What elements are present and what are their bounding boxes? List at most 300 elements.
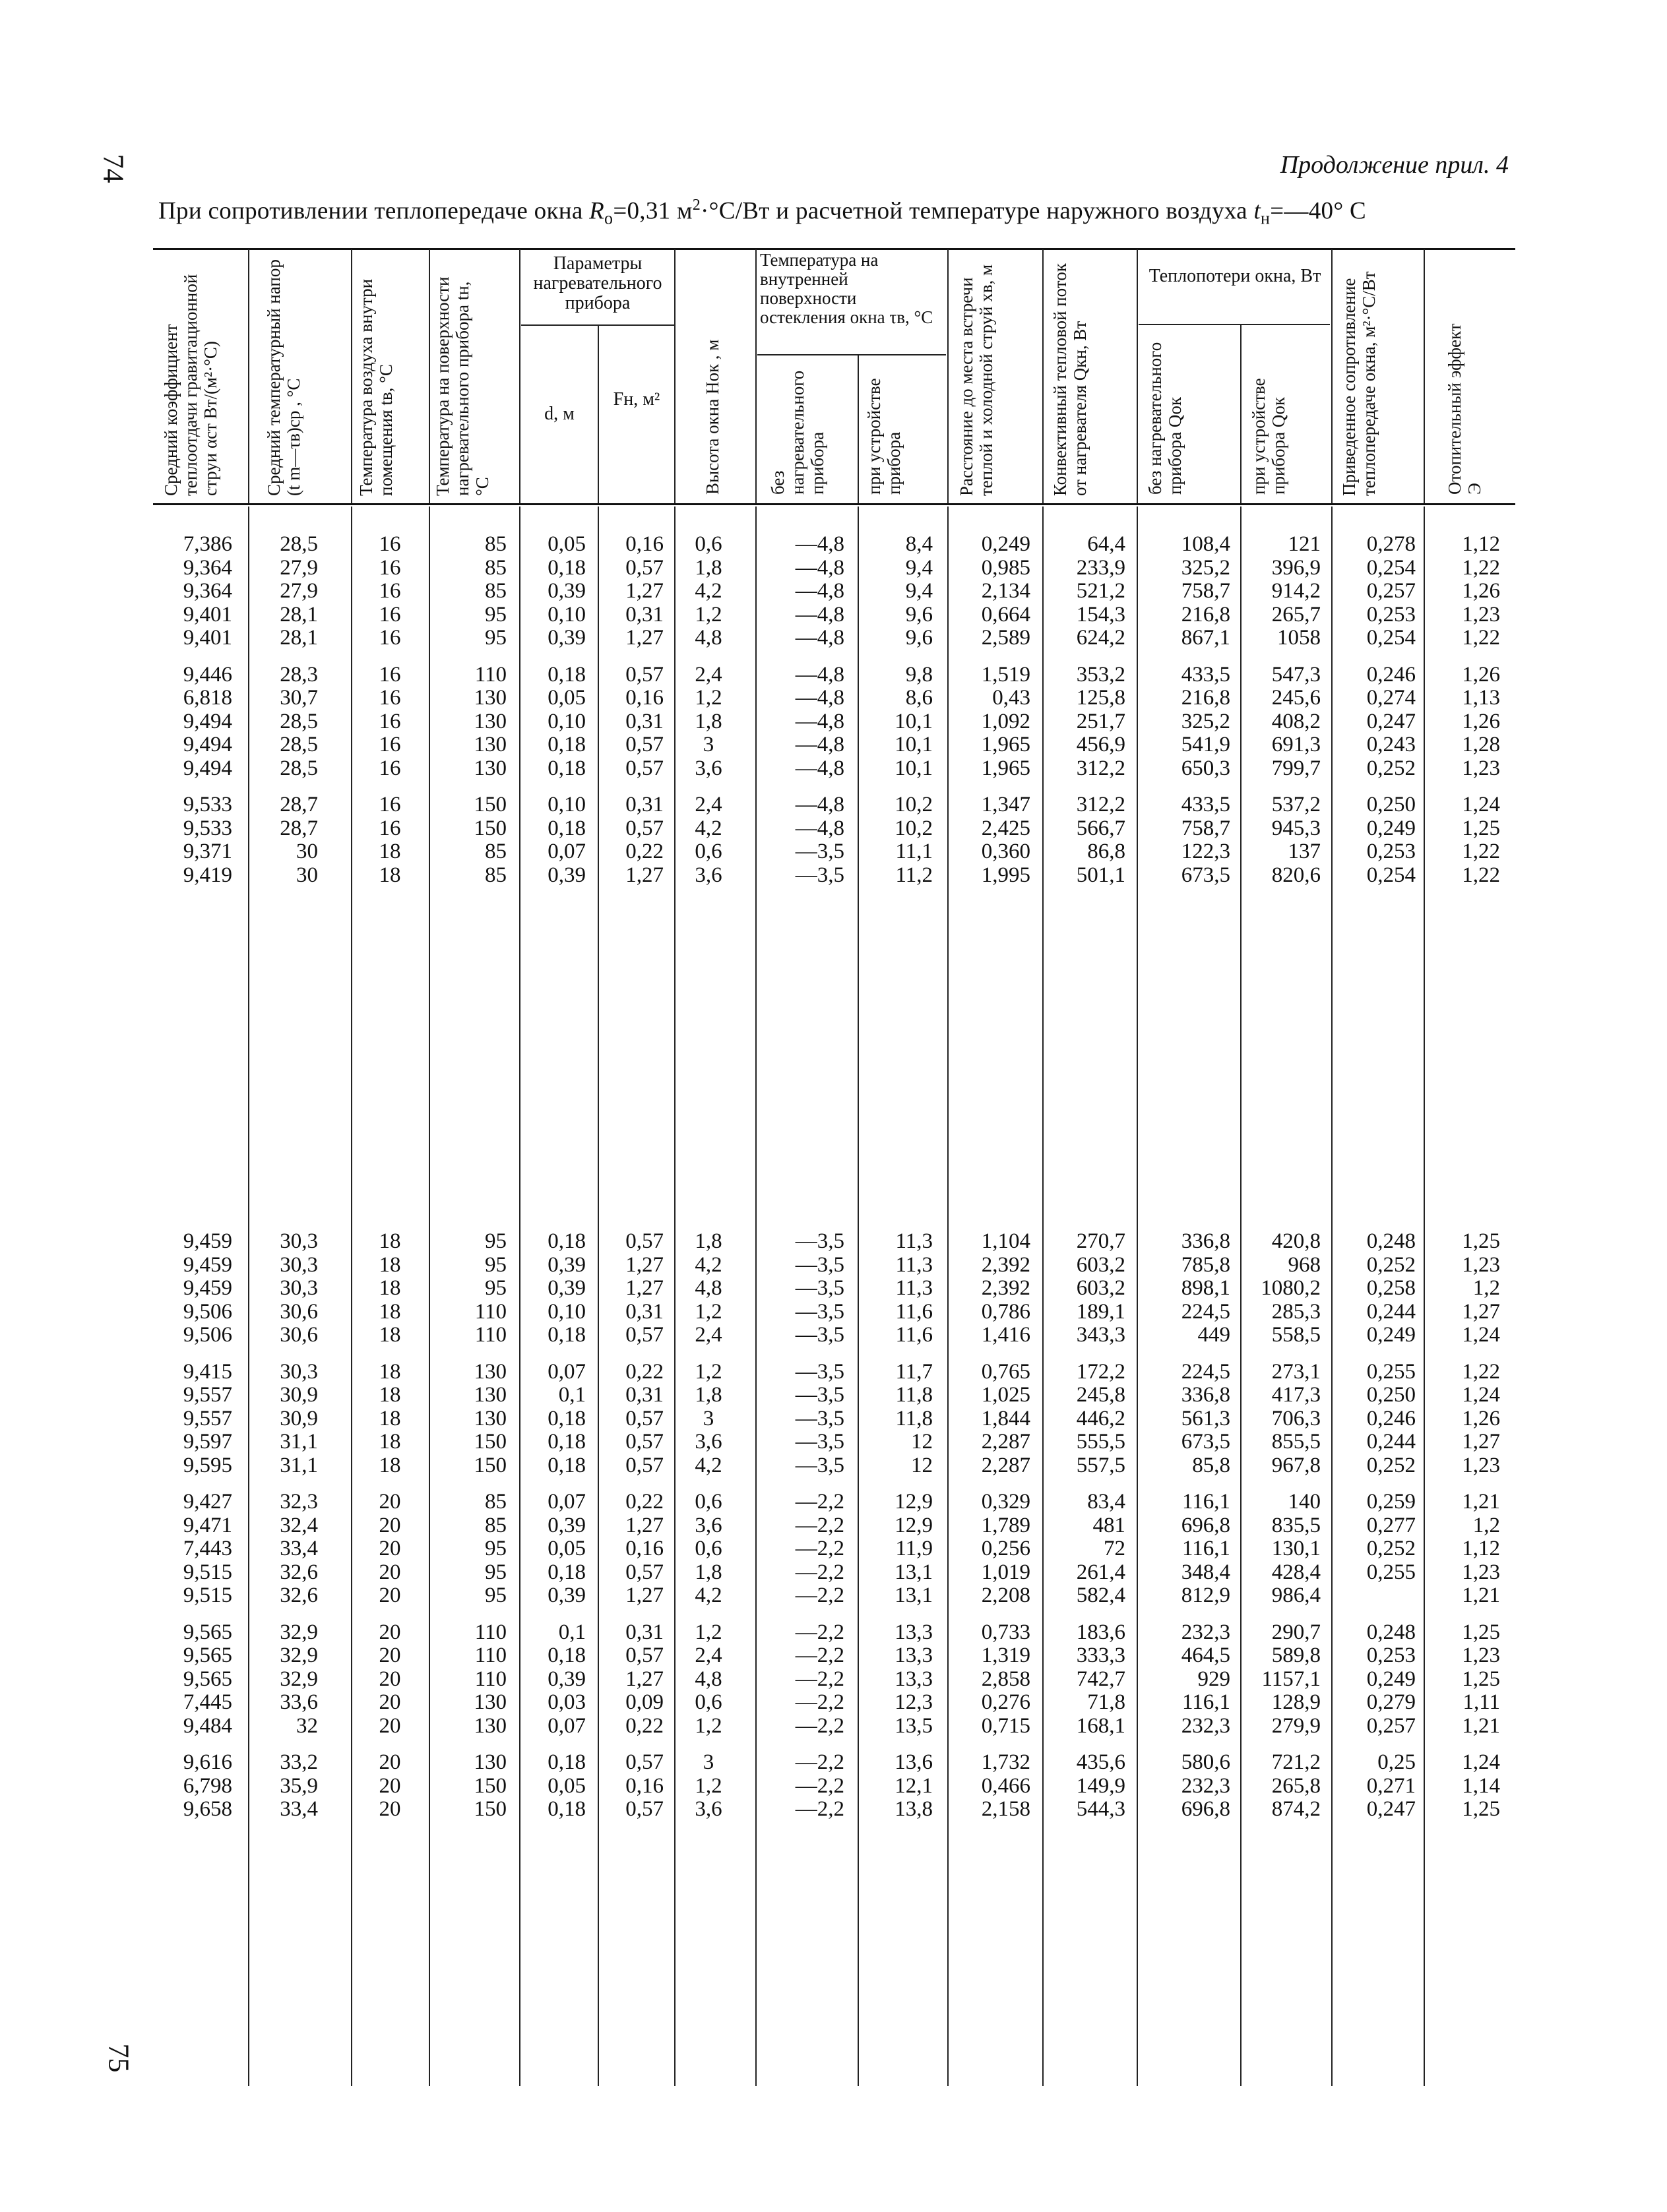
table-cell: 0,277 — [1366, 1513, 1416, 1537]
table-cell: 130 — [474, 1750, 507, 1774]
table-cell: 273,1 — [1271, 1359, 1321, 1384]
table-cell: 396,9 — [1271, 555, 1321, 580]
table-cell: 1,104 — [981, 1229, 1030, 1253]
header-col-divider — [947, 249, 949, 503]
table-cell: 0,16 — [625, 1537, 664, 1560]
table-cell: 16 — [379, 709, 401, 733]
loss-group-line — [1139, 324, 1330, 325]
table-cell: 3 — [703, 733, 714, 756]
table-cell: 0,6 — [695, 840, 722, 863]
table-cell: 20 — [379, 1690, 401, 1714]
table-cell: 11,1 — [895, 840, 933, 863]
table-cell: 130 — [474, 1690, 507, 1714]
table-cell: —2,2 — [795, 1644, 844, 1667]
table-cell: 1,23 — [1462, 602, 1500, 627]
table-cell: 6,818 — [183, 686, 232, 710]
table-cell: 1,416 — [981, 1323, 1030, 1347]
table-cell: 706,3 — [1271, 1406, 1321, 1430]
table-cell: 9,533 — [183, 816, 232, 840]
table-cell: 0,57 — [625, 1229, 664, 1253]
table-cell: 11,8 — [895, 1406, 933, 1430]
table-cell: 12 — [911, 1430, 933, 1454]
table-cell: 150 — [474, 1453, 507, 1477]
body-col-divider — [1331, 507, 1333, 2086]
table-cell: 0,18 — [548, 1560, 586, 1584]
table-cell: 251,7 — [1076, 709, 1125, 733]
table-cell: 1,12 — [1462, 1537, 1500, 1560]
table-cell: 0,18 — [548, 733, 586, 756]
table-cell: 1,21 — [1462, 1583, 1500, 1607]
table-cell: 16 — [379, 816, 401, 840]
table-cell: 9,494 — [183, 709, 232, 733]
table-cell: 12 — [911, 1453, 933, 1477]
table-cell: 216,8 — [1181, 686, 1230, 710]
table-cell: 312,2 — [1076, 793, 1125, 816]
table-cell: 0,57 — [625, 756, 664, 780]
table-cell: 1,21 — [1462, 1713, 1500, 1738]
table-cell: 9,471 — [183, 1513, 232, 1537]
table-cell: 0,31 — [625, 602, 664, 627]
table-cell — [1334, 1584, 1416, 1608]
table-cell: 4,2 — [695, 1453, 722, 1477]
table-column — [1426, 1230, 1500, 1822]
table-cell: 20 — [379, 1513, 401, 1537]
table-cell: 464,5 — [1181, 1644, 1230, 1667]
table-cell: 1,24 — [1462, 1323, 1500, 1347]
body-col-divider — [248, 507, 249, 2086]
table-cell: 1,27 — [625, 626, 664, 650]
table-cell: 216,8 — [1181, 602, 1230, 627]
table-cell: 9,557 — [183, 1406, 232, 1430]
table-cell: 32,9 — [280, 1644, 318, 1667]
table-cell: 0,248 — [1366, 1620, 1416, 1644]
table-cell: 9,371 — [183, 840, 232, 863]
table-cell: 0,10 — [548, 793, 586, 816]
table-cell: 0,765 — [981, 1359, 1030, 1384]
table-cell: 13,3 — [895, 1644, 933, 1667]
table-cell: 4,8 — [695, 1667, 722, 1691]
table-cell: —3,5 — [795, 1383, 844, 1407]
table-cell: 0,39 — [548, 1667, 586, 1691]
table-cell: 140 — [1288, 1490, 1321, 1514]
table-cell: 967,8 — [1271, 1453, 1321, 1477]
table-cell: 1,319 — [981, 1644, 1030, 1667]
header-convective-flow: Конвективный тепловой поток от нагревателя Qкн, Вт — [1050, 263, 1090, 496]
table-cell: 16 — [379, 662, 401, 687]
table-cell: 785,8 — [1181, 1252, 1230, 1277]
table-column — [1139, 1230, 1230, 1822]
table-cell: 0,03 — [548, 1690, 586, 1714]
table-cell: 150 — [474, 1430, 507, 1454]
table-cell: 30,3 — [280, 1276, 318, 1300]
table-cell: 18 — [379, 1229, 401, 1253]
table-cell: 168,1 — [1076, 1713, 1125, 1738]
table-cell: 9,459 — [183, 1276, 232, 1300]
table-cell: 95 — [485, 626, 507, 650]
table-cell: 116,1 — [1181, 1537, 1230, 1560]
table-cell: 1,22 — [1462, 1359, 1500, 1384]
table-cell: 108,4 — [1181, 532, 1230, 556]
table-cell: 1,2 — [695, 1713, 722, 1738]
table-cell: 1,965 — [981, 733, 1030, 756]
table-cell: 0,249 — [1366, 1323, 1416, 1347]
table-cell: 0,466 — [981, 1773, 1030, 1798]
table-cell: 1,25 — [1462, 816, 1500, 840]
table-cell: 9,557 — [183, 1383, 232, 1407]
table-cell: —2,2 — [795, 1750, 844, 1774]
table-cell: 2,392 — [981, 1252, 1030, 1277]
table-cell: 0,247 — [1366, 709, 1416, 733]
header-glass-temp-no-heater: без нагревательного прибора — [768, 370, 827, 495]
table-cell: 10,1 — [895, 733, 933, 756]
table-cell: 1,995 — [981, 863, 1030, 887]
table-cell: 28,1 — [280, 626, 318, 650]
table-cell: 32,9 — [280, 1667, 318, 1691]
table-cell: 4,8 — [695, 1276, 722, 1300]
table-cell: 0,09 — [625, 1690, 664, 1714]
table-cell: 0,22 — [625, 1713, 664, 1738]
table-cell: 85,8 — [1192, 1453, 1230, 1477]
table-cell: 33,4 — [280, 1537, 318, 1560]
table-cell: 1,26 — [1462, 662, 1500, 687]
table-cell: 31,1 — [280, 1430, 318, 1454]
table-cell: 1,25 — [1462, 1229, 1500, 1253]
table-cell: 0,246 — [1366, 1406, 1416, 1430]
header-col-divider — [519, 249, 520, 503]
table-cell: 11,8 — [895, 1383, 933, 1407]
table-cell: 9,401 — [183, 602, 232, 627]
table-cell: 85 — [485, 1513, 507, 1537]
table-cell: 1,26 — [1462, 709, 1500, 733]
table-cell: —2,2 — [795, 1620, 844, 1644]
table-cell: 0,57 — [625, 1453, 664, 1477]
table-cell: 481 — [1092, 1513, 1125, 1537]
table-cell: 150 — [474, 816, 507, 840]
table-cell: 11,2 — [895, 863, 933, 887]
table-cell: 110 — [474, 1667, 507, 1691]
table-cell: 28,5 — [280, 733, 318, 756]
table-cell: 0,57 — [625, 816, 664, 840]
table-cell: 1,27 — [625, 863, 664, 887]
table-cell: —4,8 — [795, 626, 844, 650]
table-cell: 18 — [379, 1383, 401, 1407]
table-cell: 0,57 — [625, 1797, 664, 1821]
table-cell: 1,22 — [1462, 555, 1500, 580]
table-cell: 110 — [474, 1620, 507, 1644]
table-cell: 0,22 — [625, 840, 664, 863]
table-cell: 30,3 — [280, 1252, 318, 1277]
table-cell: 128,9 — [1271, 1690, 1321, 1714]
header-col-divider — [1240, 324, 1242, 503]
table-cell: 0,31 — [625, 1299, 664, 1324]
table-column — [1045, 533, 1125, 887]
table-cell: 130 — [474, 1713, 507, 1738]
table-cell: —2,2 — [795, 1560, 844, 1584]
table-cell: 742,7 — [1076, 1667, 1125, 1691]
table-cell: 3,6 — [695, 1430, 722, 1454]
table-cell: —3,5 — [795, 1299, 844, 1324]
header-group-glass-temp: Температура на внутренней поверхности остекления окна τв, °С — [760, 250, 933, 327]
header-col-divider — [1137, 249, 1138, 503]
table-cell: 0,25 — [1377, 1750, 1416, 1774]
table-cell: 0,248 — [1366, 1229, 1416, 1253]
table-cell: 20 — [379, 1750, 401, 1774]
table-cell: —2,2 — [795, 1537, 844, 1560]
body-col-divider — [1240, 507, 1242, 2086]
table-column — [367, 1230, 413, 1822]
table-cell: —3,5 — [795, 863, 844, 887]
table-cell: 0,715 — [981, 1713, 1030, 1738]
table-cell: 0,786 — [981, 1299, 1030, 1324]
table-cell: 898,1 — [1181, 1276, 1230, 1300]
table-cell: 0,18 — [548, 1323, 586, 1347]
table-cell: 1,2 — [695, 1773, 722, 1798]
header-col-divider — [1331, 249, 1333, 503]
table-cell: 0,244 — [1366, 1430, 1416, 1454]
table-cell: —2,2 — [795, 1690, 844, 1714]
header-group-heater: Параметры нагревательного прибора — [533, 253, 662, 313]
table-cell: 261,4 — [1076, 1560, 1125, 1584]
table-column — [600, 533, 664, 887]
table-cell: 2,134 — [981, 579, 1030, 603]
table-cell: 0,57 — [625, 1644, 664, 1667]
table-cell: 0,271 — [1366, 1773, 1416, 1798]
table-cell: 0,16 — [625, 686, 664, 710]
table-cell: 28,7 — [280, 793, 318, 816]
table-cell: 32,9 — [280, 1620, 318, 1644]
table-cell: 183,6 — [1076, 1620, 1125, 1644]
table-cell: 172,2 — [1076, 1359, 1125, 1384]
table-cell: 0,249 — [1366, 1667, 1416, 1691]
table-cell: 0,18 — [548, 1406, 586, 1430]
table-cell: 0,279 — [1366, 1690, 1416, 1714]
table-cell: 9,419 — [183, 863, 232, 887]
table-cell: 10,2 — [895, 816, 933, 840]
table-cell: 914,2 — [1271, 579, 1321, 603]
table-cell: 20 — [379, 1537, 401, 1560]
table-cell: 0,39 — [548, 1252, 586, 1277]
table-cell: 30,3 — [280, 1359, 318, 1384]
table-cell: 0,244 — [1366, 1299, 1416, 1324]
table-cell: 95 — [485, 1537, 507, 1560]
table-cell: 758,7 — [1181, 579, 1230, 603]
table-cell: 9,597 — [183, 1430, 232, 1454]
table-cell: —4,8 — [795, 532, 844, 556]
table-cell: 0,16 — [625, 532, 664, 556]
table-cell: 11,3 — [895, 1229, 933, 1253]
header-loss-no-heater: без нагревательного прибора Qок — [1145, 342, 1185, 495]
table-cell: 0,39 — [548, 1513, 586, 1537]
table-column — [1045, 1230, 1125, 1822]
table-cell: 2,208 — [981, 1583, 1030, 1607]
table-cell: 150 — [474, 1797, 507, 1821]
table-cell: 0,10 — [548, 709, 586, 733]
table-cell: 0,257 — [1366, 1713, 1416, 1738]
table-cell: 0,243 — [1366, 733, 1416, 756]
table-cell: 1,844 — [981, 1406, 1030, 1430]
table-cell: 0,254 — [1366, 626, 1416, 650]
table-cell: 0,733 — [981, 1620, 1030, 1644]
table-cell: 9,4 — [905, 555, 933, 580]
table-cell: 1,28 — [1462, 733, 1500, 756]
table-cell: 0,16 — [625, 1773, 664, 1798]
table-cell: 1,27 — [625, 1252, 664, 1277]
table-cell: 290,7 — [1271, 1620, 1321, 1644]
table-cell: 9,658 — [183, 1797, 232, 1821]
table-cell: 9,565 — [183, 1667, 232, 1691]
header-loss-with-heater: при устройстве прибора Qок — [1249, 378, 1288, 495]
table-cell: 28,5 — [280, 532, 318, 556]
table-cell: 0,6 — [695, 532, 722, 556]
table-cell: 279,9 — [1271, 1713, 1321, 1738]
table-cell: 986,4 — [1271, 1583, 1321, 1607]
table-cell: 13,8 — [895, 1797, 933, 1821]
table-cell: 9,515 — [183, 1583, 232, 1607]
table-cell: 85 — [485, 579, 507, 603]
table-cell: 4,8 — [695, 626, 722, 650]
table-column — [860, 533, 933, 887]
table-cell: 32,6 — [280, 1583, 318, 1607]
table-cell: —4,8 — [795, 602, 844, 627]
table-cell: 7,386 — [183, 532, 232, 556]
table-cell: 12,9 — [895, 1490, 933, 1514]
table-cell: 566,7 — [1076, 816, 1125, 840]
table-cell: 1,11 — [1463, 1690, 1500, 1714]
table-cell: 758,7 — [1181, 816, 1230, 840]
table-cell: 0,250 — [1366, 793, 1416, 816]
table-cell: 11,6 — [895, 1323, 933, 1347]
table-cell: 0,253 — [1366, 840, 1416, 863]
table-cell: 16 — [379, 602, 401, 627]
table-cell: 9,494 — [183, 756, 232, 780]
table-cell: 1,27 — [625, 1667, 664, 1691]
table-cell: 1,8 — [695, 555, 722, 580]
table-cell: 130 — [474, 1359, 507, 1384]
table-cell: —4,8 — [795, 733, 844, 756]
table-cell: 945,3 — [1271, 816, 1321, 840]
body-col-divider — [429, 507, 430, 2086]
table-cell: 0,57 — [625, 1323, 664, 1347]
table-cell: 0,39 — [548, 579, 586, 603]
table-cell: 1,23 — [1462, 1252, 1500, 1277]
table-cell: 435,6 — [1076, 1750, 1125, 1774]
table-cell: 501,1 — [1076, 863, 1125, 887]
table-cell: 855,5 — [1271, 1430, 1321, 1454]
table-cell: 32,3 — [280, 1490, 318, 1514]
table-column — [1426, 533, 1500, 887]
table-cell: 603,2 — [1076, 1276, 1125, 1300]
table-cell: 557,5 — [1076, 1453, 1125, 1477]
table-cell: 820,6 — [1271, 863, 1321, 887]
table-cell: 110 — [474, 662, 507, 687]
table-cell: 3 — [703, 1750, 714, 1774]
header-col-divider — [674, 249, 676, 503]
table-cell: 0,39 — [548, 1276, 586, 1300]
table-cell: 325,2 — [1181, 555, 1230, 580]
table-cell: 0,274 — [1366, 686, 1416, 710]
table-cell: 1,22 — [1462, 863, 1500, 887]
table-cell: 9,6 — [905, 626, 933, 650]
table-cell: 9,506 — [183, 1323, 232, 1347]
table-cell: 968 — [1288, 1252, 1321, 1277]
table-cell: 580,6 — [1181, 1750, 1230, 1774]
table-cell: —2,2 — [795, 1490, 844, 1514]
table-cell: 0,6 — [695, 1490, 722, 1514]
table-cell: 30,6 — [280, 1299, 318, 1324]
table-cell: 0,253 — [1366, 1644, 1416, 1667]
table-cell: 28,7 — [280, 816, 318, 840]
table-cell: 1,27 — [1462, 1430, 1500, 1454]
table-cell: 2,4 — [695, 662, 722, 687]
table-cell: 9,446 — [183, 662, 232, 687]
table-cell: 13,1 — [895, 1560, 933, 1584]
table-cell: 9,494 — [183, 733, 232, 756]
table-cell: 11,9 — [895, 1537, 933, 1560]
body-col-divider — [598, 507, 599, 2086]
table-cell: 233,9 — [1076, 555, 1125, 580]
header-glass-temp-with-heater: при устройстве прибора — [864, 378, 904, 495]
table-cell: 2,392 — [981, 1276, 1030, 1300]
table-cell: 603,2 — [1076, 1252, 1125, 1277]
table-cell: 0,10 — [548, 1299, 586, 1324]
table-cell: 0,249 — [1366, 816, 1416, 840]
page-number-top: 74 — [97, 154, 130, 183]
header-col-divider — [1424, 249, 1425, 503]
table-cell: 232,3 — [1181, 1713, 1230, 1738]
table-cell: 0,18 — [548, 1229, 586, 1253]
table-cell: —2,2 — [795, 1797, 844, 1821]
header-bottom-rule — [153, 503, 1515, 505]
table-cell: 333,3 — [1076, 1644, 1125, 1667]
header-diameter: d, м — [544, 404, 575, 424]
table-cell: 12,1 — [895, 1773, 933, 1798]
header-group-window-loss: Теплопотери окна, Вт — [1148, 266, 1321, 286]
table-cell: 0,39 — [548, 1583, 586, 1607]
table-cell: 154,3 — [1076, 602, 1125, 627]
table-cell: 1,25 — [1462, 1667, 1500, 1691]
table-cell: 33,4 — [280, 1797, 318, 1821]
table-cell: 1,789 — [981, 1513, 1030, 1537]
table-cell: 33,6 — [280, 1690, 318, 1714]
table-cell: 1,27 — [1462, 1299, 1500, 1324]
table-cell: 130 — [474, 686, 507, 710]
body-col-divider — [755, 507, 757, 2086]
table-cell: 0,05 — [548, 1773, 586, 1798]
table-cell: —3,5 — [795, 1406, 844, 1430]
table-cell: 18 — [379, 863, 401, 887]
table-cell: 85 — [485, 840, 507, 863]
table-cell: 9,459 — [183, 1252, 232, 1277]
table-cell: 110 — [474, 1299, 507, 1324]
table-cell: 20 — [379, 1560, 401, 1584]
table-cell: —2,2 — [795, 1713, 844, 1738]
header-col-divider — [755, 249, 757, 503]
table-cell: 16 — [379, 555, 401, 580]
table-cell: 28,3 — [280, 662, 318, 687]
table-cell: 245,8 — [1076, 1383, 1125, 1407]
table-cell: 20 — [379, 1644, 401, 1667]
table-cell: 2,158 — [981, 1797, 1030, 1821]
table-cell: 20 — [379, 1667, 401, 1691]
table-column — [1139, 533, 1230, 887]
table-cell: 1,8 — [695, 1560, 722, 1584]
table-cell: 130 — [474, 1406, 507, 1430]
table-cell: 0,31 — [625, 1620, 664, 1644]
table-cell: 589,8 — [1271, 1644, 1321, 1667]
table-cell: 0,39 — [548, 863, 586, 887]
table-cell: 20 — [379, 1773, 401, 1798]
table-cell: 0,57 — [625, 1750, 664, 1774]
